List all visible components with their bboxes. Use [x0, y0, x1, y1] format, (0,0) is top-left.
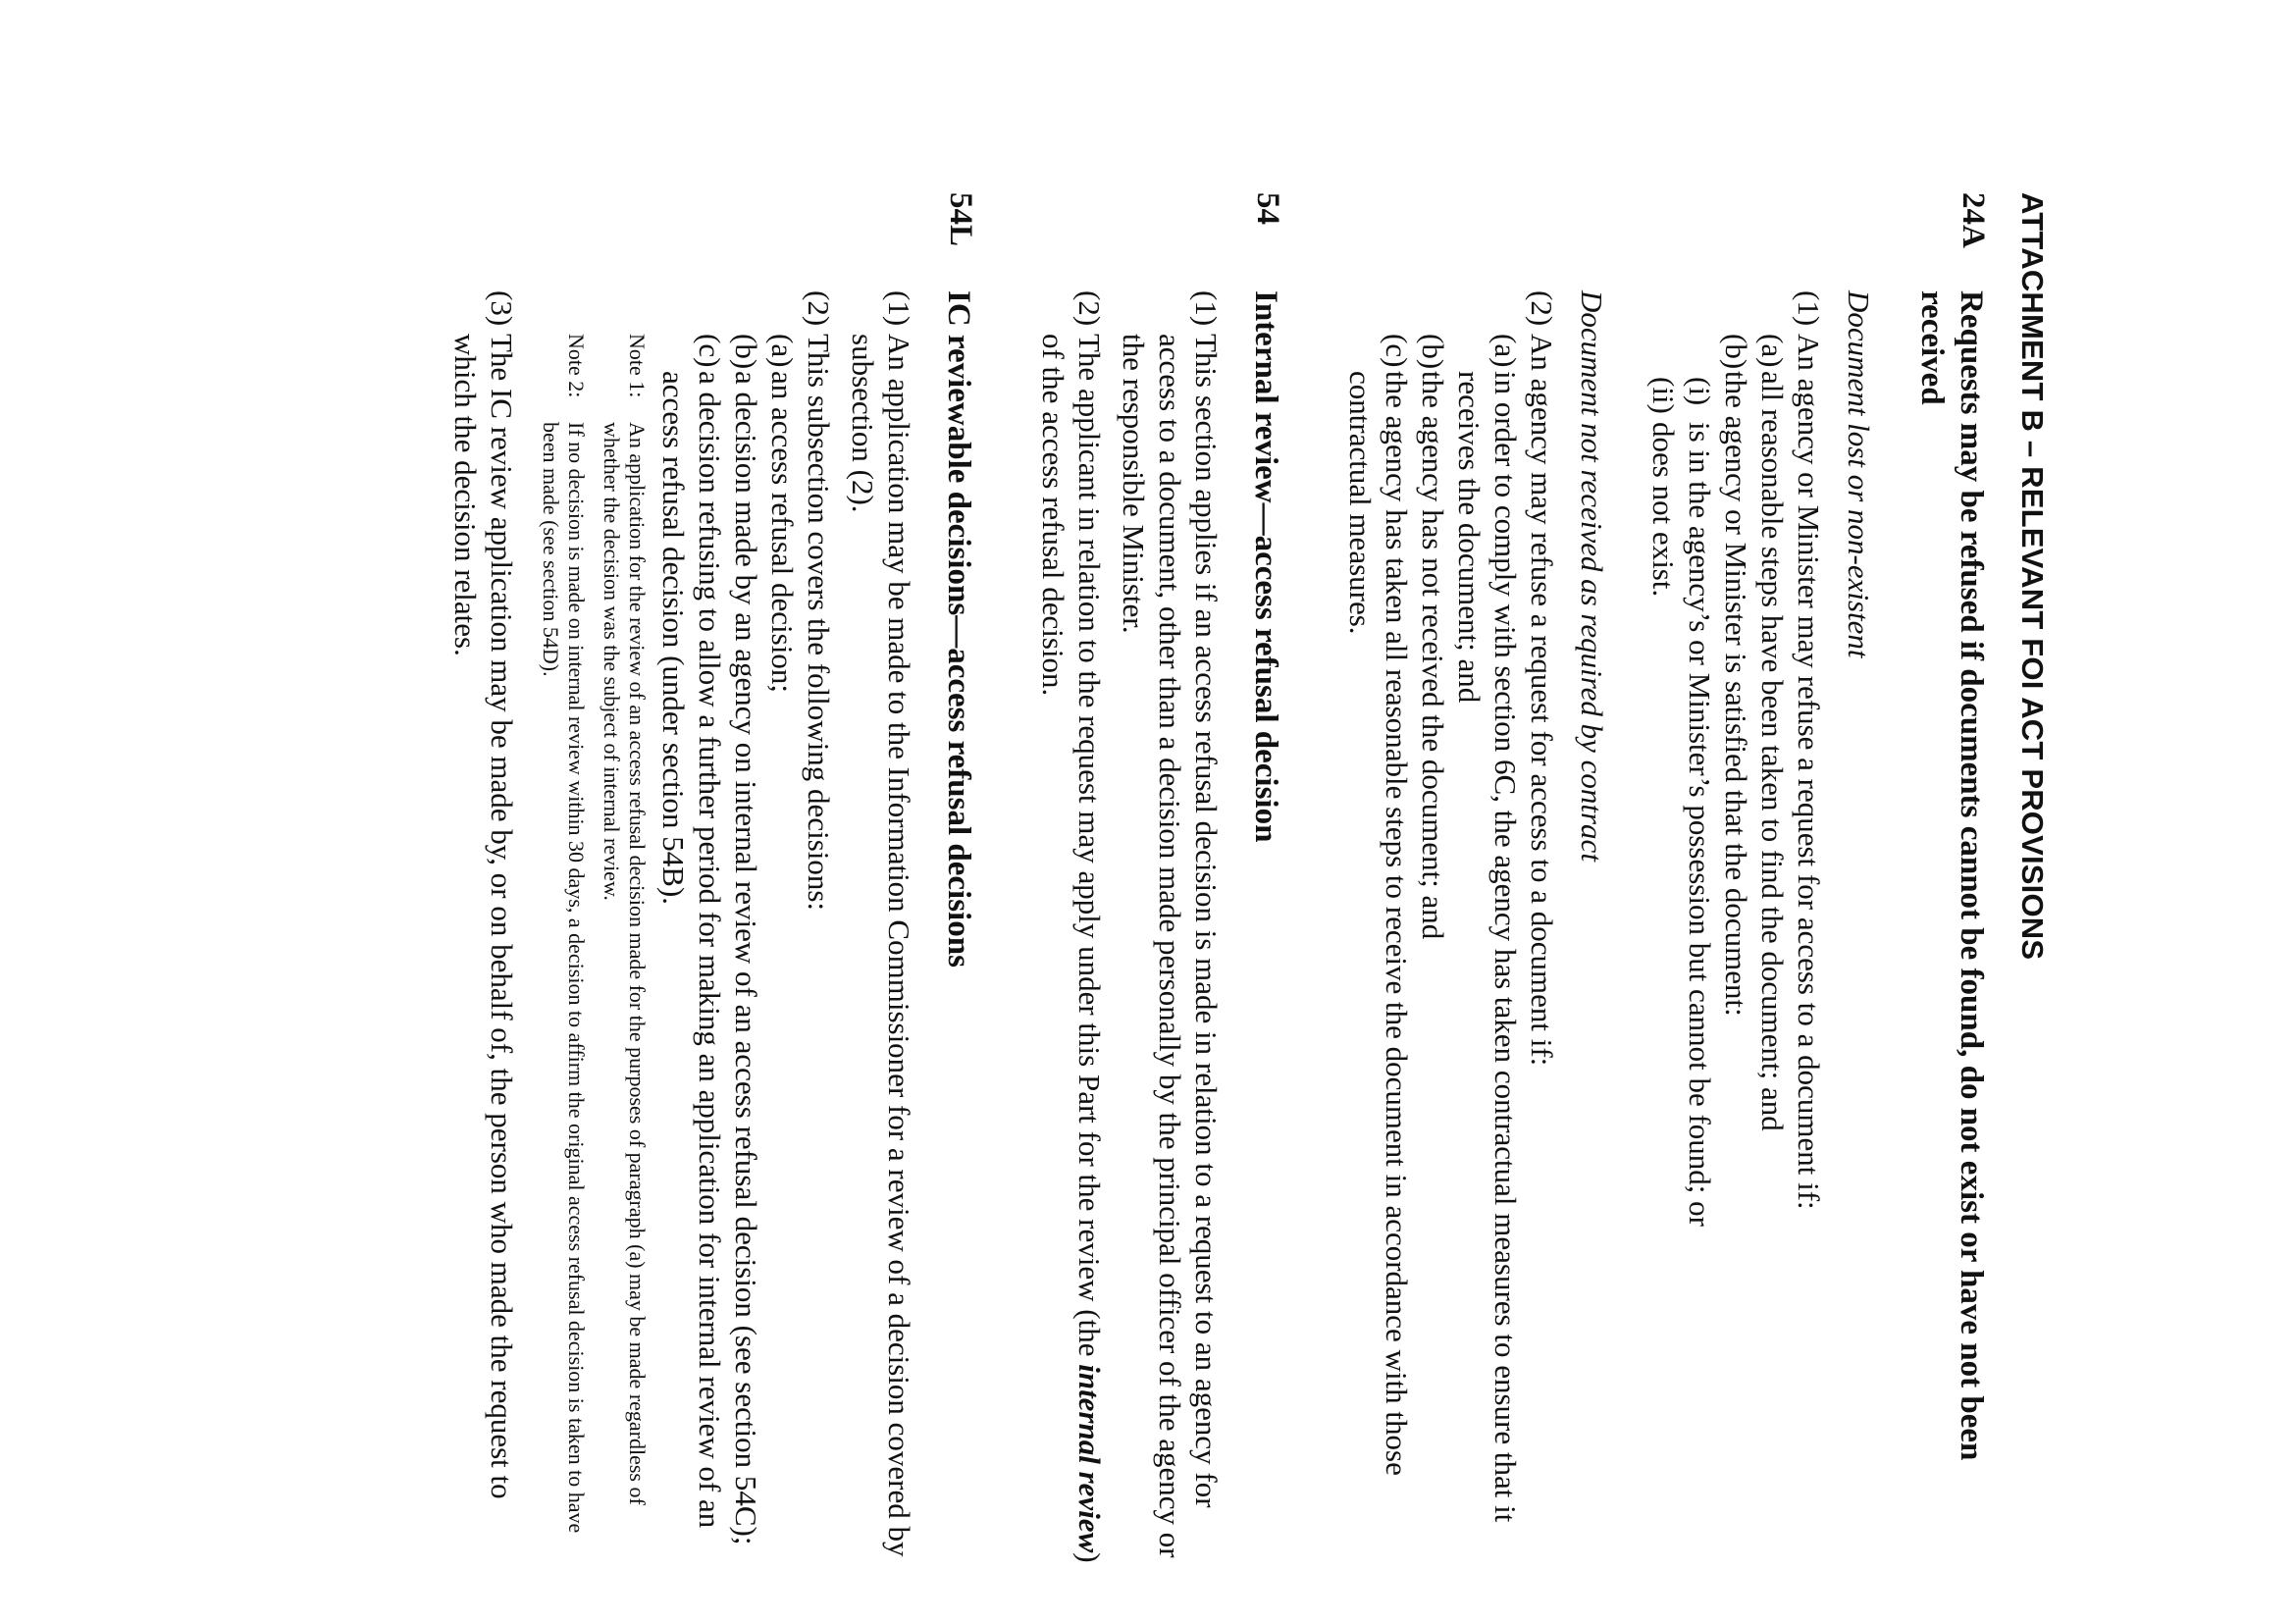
subsection-text: This section applies if an access refusal decision is made in relation to a request to an agency for access to a document, other than a decision made personally by the principal officer of the agency or the responsible Minister. — [1117, 334, 1224, 1558]
document-body — [447, 192, 2051, 1566]
paragraph-number: (a) — [1755, 334, 1790, 368]
paragraph-text: the agency has taken all reasonable steps to receive the document in accordance with those contractual measures. — [1343, 371, 1414, 1476]
note-1 — [599, 334, 650, 1566]
section-heading: Requests may be refused if documents cannot be found, do not exist or have not been received — [1914, 290, 1989, 1461]
subsection-1 — [1116, 290, 1225, 1566]
paragraph-text: an access refusal decision; — [765, 371, 800, 693]
subsection-2 — [1342, 290, 1560, 1566]
section-54 — [1035, 192, 1285, 1566]
paragraph-b — [1415, 334, 1451, 1566]
paragraph-c — [1342, 334, 1415, 1566]
subsection-text: An agency may refuse a request for access to a document if: — [1525, 334, 1559, 1067]
paragraph-text: a decision made by an agency on internal review of an access refusal decision (see section 54C); — [729, 371, 763, 1545]
note-label: Note 1: — [625, 334, 650, 398]
note-2 — [538, 334, 589, 1566]
paragraph-text: the agency has not received the document; and — [1416, 371, 1450, 940]
subsection-1 — [845, 290, 917, 1566]
paragraph-a — [1754, 334, 1791, 1566]
subsection-number: (2) — [802, 290, 836, 327]
attachment-title: ATTACHMENT B – RELEVANT FOI ACT PROVISIONS — [2015, 192, 2050, 961]
paragraph-number: (c) — [693, 334, 727, 368]
note-label: Note 2: — [564, 334, 589, 398]
subsection-text: An application may be made to the Information Commissioner for a review of a decision covered by subsection (2). — [846, 334, 916, 1557]
paragraph-c — [655, 334, 728, 1566]
paragraph-b — [728, 334, 764, 1566]
section-number: 54 — [1250, 192, 1285, 225]
paragraph-b — [1645, 334, 1754, 1566]
subsection-number: (2) — [1525, 290, 1559, 327]
subheading-lost: Document lost or non-existent — [1842, 290, 1876, 658]
subsection-text: The IC review application may be made by, or on behalf of, the person who made the request to which the decision relates. — [448, 334, 519, 1499]
subsection-number: (2) — [1072, 290, 1107, 327]
subsection-number: (1) — [1189, 290, 1224, 327]
subheading-contract: Document not received as required by contract — [1575, 290, 1609, 862]
paragraph-number: (c) — [1380, 334, 1414, 368]
subsection-3 — [447, 290, 520, 1566]
subparagraph-ii — [1645, 377, 1682, 1566]
section-number: 54L — [943, 192, 978, 247]
subparagraph-number: (i) — [1683, 377, 1717, 406]
subparagraph-text: is in the agency’s or Minister’s possession but cannot be found; or — [1683, 422, 1717, 1227]
subsection-text: The applicant in relation to the request may apply under this Part for the review (the — [1072, 334, 1107, 1365]
paragraph-number: (a) — [765, 334, 800, 368]
paragraph-number: (b) — [729, 334, 763, 370]
paragraph-number: (b) — [1719, 334, 1753, 370]
paragraph-text: a decision refusing to allow a further period for making an application for internal review of an access refusal decision (under section 54B). — [656, 371, 727, 1529]
defined-term: internal review — [1072, 1364, 1107, 1553]
subparagraph-number: (ii) — [1646, 377, 1681, 414]
subsection-number: (1) — [882, 290, 916, 327]
subsection-2 — [1035, 290, 1108, 1566]
note-text: An application for the review of an access refusal decision made for the purposes of paragraph (a) may be made regardless of whether the decision was the subject of internal review. — [600, 422, 650, 1505]
subsection-number: (3) — [485, 290, 519, 327]
section-heading: IC reviewable decisions—access refusal decisions — [941, 290, 976, 968]
paragraph-text: all reasonable steps have been taken to find the document; and — [1755, 371, 1790, 1131]
section-54L — [447, 192, 978, 1566]
paragraph-number: (a) — [1488, 334, 1523, 368]
paragraph-a — [764, 334, 801, 1566]
subsection-text: This subsection covers the following decisions: — [802, 334, 836, 912]
subparagraph-text: does not exist. — [1646, 422, 1681, 598]
subparagraph-i — [1682, 377, 1718, 1566]
section-heading: Internal review—access refusal decision — [1248, 290, 1283, 843]
paragraph-text: in order to comply with section 6C, the agency has taken contractual measures to ensure that it receives the document; and — [1452, 371, 1523, 1523]
subsection-1 — [1645, 290, 1827, 1566]
paragraph-text: the agency or Minister is satisfied that the document: — [1719, 371, 1753, 1017]
paragraph-number: (b) — [1416, 334, 1450, 370]
subsection-text: ) of the access refusal decision. — [1036, 334, 1107, 1563]
subsection-2 — [538, 290, 837, 1566]
paragraph-a — [1451, 334, 1524, 1566]
subsection-number: (1) — [1792, 290, 1826, 327]
section-number: 24A — [1956, 192, 1991, 248]
subsection-text: An agency or Minister may refuse a request for access to a document if: — [1792, 334, 1826, 1210]
note-text: If no decision is made on internal review within 30 days, a decision to affirm the original access refusal decision is taken to have been made (see section 54D). — [539, 422, 589, 1534]
section-24A — [1342, 192, 1991, 1566]
